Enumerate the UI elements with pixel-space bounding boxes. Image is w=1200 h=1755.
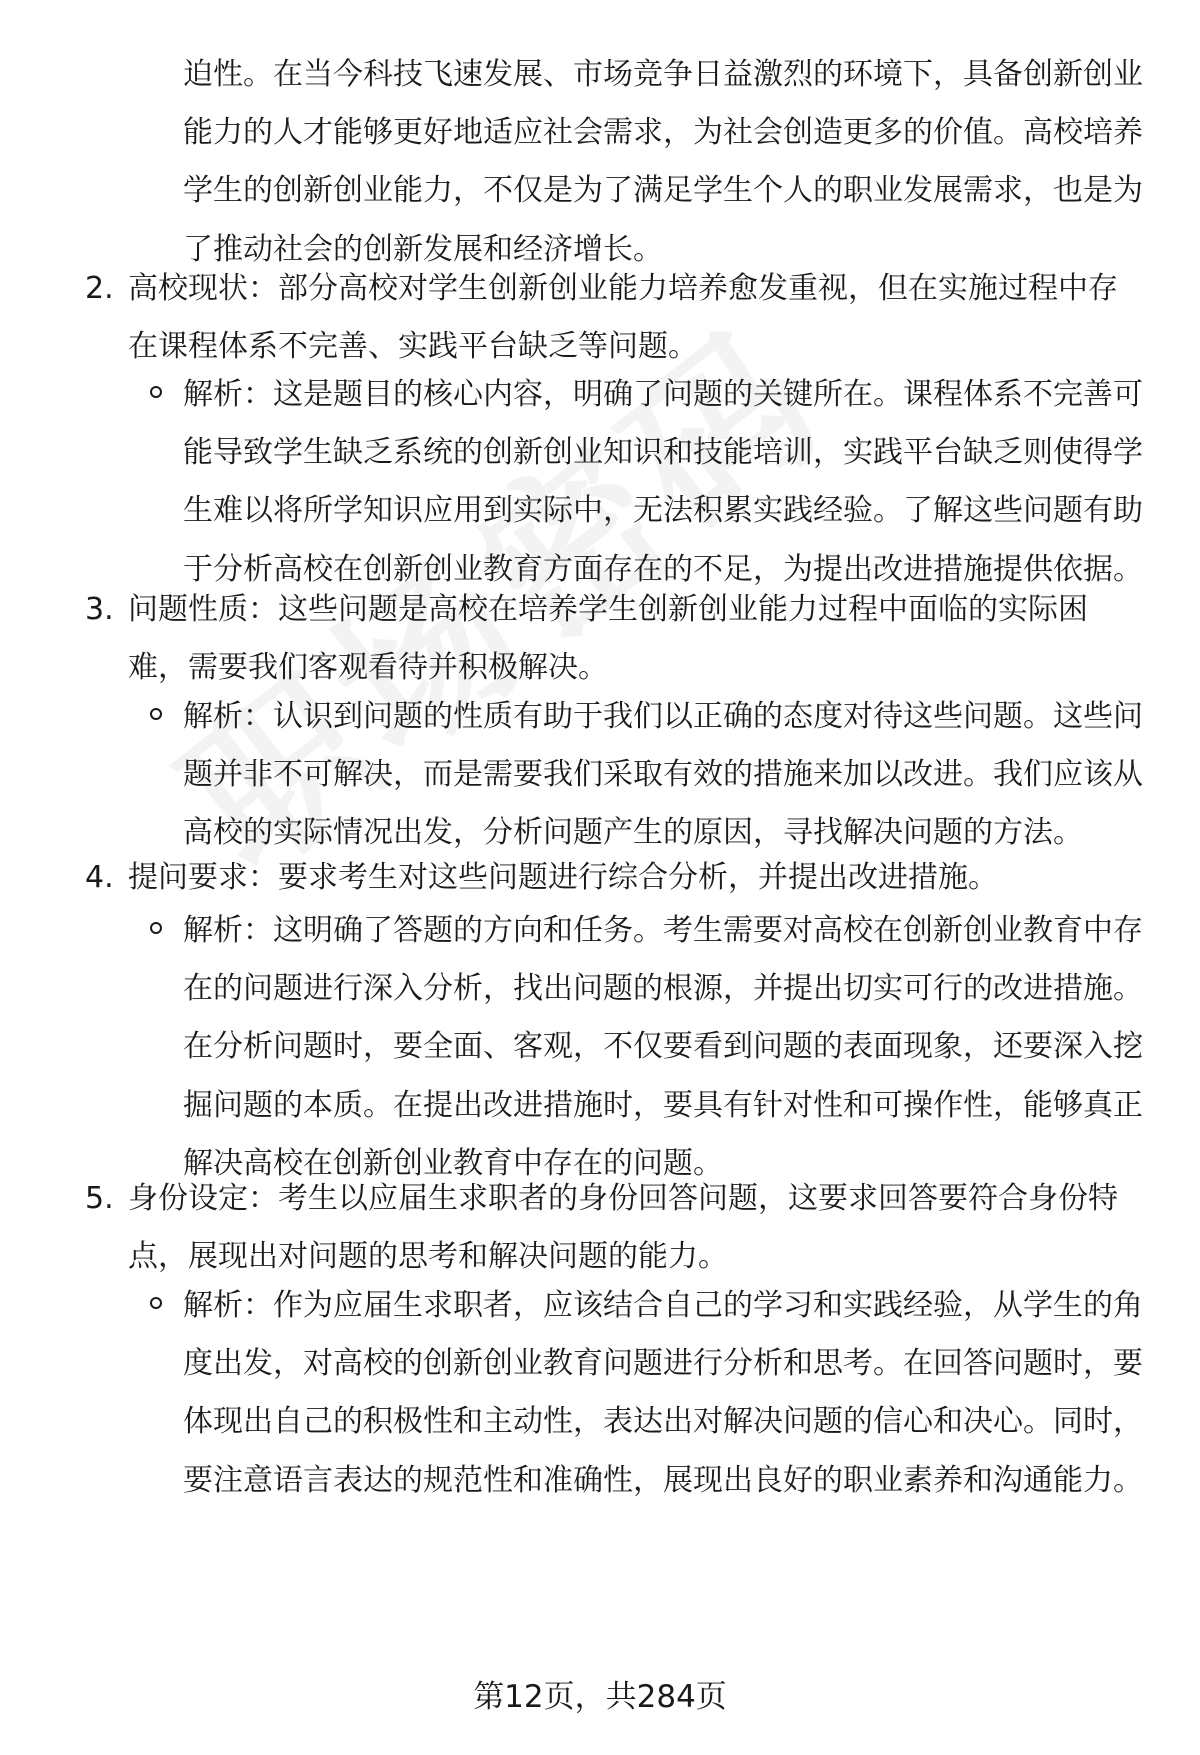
- analysis-text: 解析：这明确了答题的方向和任务。考生需要对高校在创新创业教育中存在的问题进行深入分析，找出问题的根源，并提出切实可行的改进措施。在分析问题时，要全面、客观，不仅要看到问题的表面现象，还要深入挖掘问题的本质。在提出改进措施时，要具有针对性和可操作性，能够真正解决高校在创新创业教育中存在的问题。: [183, 913, 1143, 1181]
- item-number: 2.: [85, 271, 114, 306]
- item-text: 高校现状：部分高校对学生创新创业能力培养愈发重视，但在实施过程中存在课程体系不完善、实践平台缺乏等问题。: [128, 271, 1118, 365]
- circle-bullet-icon: [150, 708, 162, 720]
- analysis-text: 解析：认识到问题的性质有助于我们以正确的态度对待这些问题。这些问题并非不可解决，而是需要我们采取有效的措施来加以改进。我们应该从高校的实际情况出发，分析问题产生的原因，寻找解决问题的方法。: [183, 699, 1143, 851]
- circle-bullet-icon: [150, 386, 162, 398]
- circle-bullet-icon: [150, 1297, 162, 1309]
- analysis-text: 解析：作为应届生求职者，应该结合自己的学习和实践经验，从学生的角度出发，对高校的创新创业教育问题进行分析和思考。在回答问题时，要体现出自己的积极性和主动性，表达出对解决问题的信心和决心。同时，要注意语言表达的规范性和准确性，展现出良好的职业素养和沟通能力。: [183, 1288, 1143, 1498]
- page-number-footer: 第12页，共284页: [473, 1679, 727, 1715]
- item-text: 问题性质：这些问题是高校在培养学生创新创业能力过程中面临的实际困难，需要我们客观看待并积极解决。: [128, 592, 1088, 686]
- item-text: 提问要求：要求考生对这些问题进行综合分析，并提出改进措施。: [128, 860, 998, 895]
- circle-bullet-icon: [150, 922, 162, 934]
- item-number: 3.: [85, 592, 114, 627]
- analysis-text: 解析：这是题目的核心内容，明确了问题的关键所在。课程体系不完善可能导致学生缺乏系统的创新创业知识和技能培训，实践平台缺乏则使得学生难以将所学知识应用到实际中，无法积累实践经验。了解这些问题有助于分析高校在创新创业教育方面存在的不足，为提出改进措施提供依据。: [183, 377, 1143, 587]
- item-text: 身份设定：考生以应届生求职者的身份回答问题，这要求回答要符合身份特点，展现出对问题的思考和解决问题的能力。: [128, 1181, 1118, 1275]
- item-number: 4.: [85, 860, 114, 895]
- item-number: 5.: [85, 1181, 114, 1216]
- intro-continuation: 迫性。在当今科技飞速发展、市场竞争日益激烈的环境下，具备创新创业能力的人才能够更好地适应社会需求，为社会创造更多的价值。高校培养学生的创新创业能力，不仅是为了满足学生个人的职业发展需求，也是为了推动社会的创新发展和经济增长。: [183, 57, 1143, 267]
